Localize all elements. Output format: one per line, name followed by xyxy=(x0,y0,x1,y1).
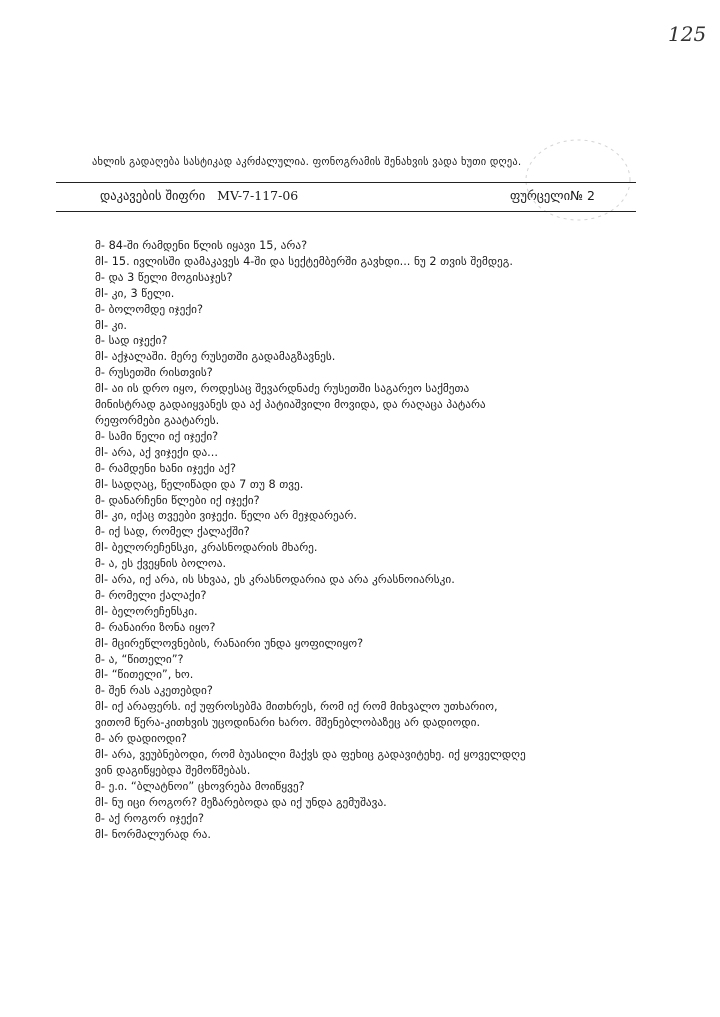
transcript-line: ვინ დაგიწყებდა შემოწმებას. xyxy=(95,763,251,777)
transcript-line: მl- არა, აქ ვიჯექი და... xyxy=(95,445,218,459)
transcript-line: მინისტრად გადაიყვანეს და აქ პატიაშვილი მოვიდა, და რაღაცა პატარა xyxy=(95,398,486,412)
transcript-line: მl- აი ის დრო იყო, როდესაც შევარდნაძე რუსეთში საგარეო საქმეთა xyxy=(95,382,470,396)
transcript-line: მ- რომელი ქალაქი? xyxy=(95,588,207,602)
transcript-line: მl- აქჯალაში. მერე რუსეთში გადამაგზავნეს. xyxy=(95,350,336,364)
transcript-line: მl- ნორმალურად რა. xyxy=(95,827,211,841)
transcript-line: მl- ბელორეჩენსკი. xyxy=(95,604,198,618)
transcript-line: მ- დანარჩენი წლები იქ იჯექი? xyxy=(95,493,260,507)
transcript-line: მl- არა, ვეუბნებოდი, რომ ბუასილი მაქვს და ფეხიც გადავიტეხე. იქ ყოველდღე xyxy=(95,748,526,761)
transcript-line: მ- ე.ი. “ბლატნოი” ცხოვრება მოიწყვე? xyxy=(95,779,305,793)
transcript-line: მ- სად იჯექი? xyxy=(95,334,168,348)
document-code-line xyxy=(100,188,298,203)
transcript-line: მl- კი, 3 წელი. xyxy=(95,286,175,300)
header-bottom-divider xyxy=(56,211,636,212)
transcript-line: მl- არა, იქ არა, ის სხვაა, ეს კრასნოდარია და არა კრასნოიარსკი. xyxy=(95,573,455,587)
transcript-line: მl- კი. xyxy=(95,318,127,332)
transcript-line: მ- იქ სად, რომელ ქალაქში? xyxy=(95,525,250,539)
sheet-number: ფურცელი№ 2 xyxy=(510,188,595,203)
transcript-line: მ- ბოლომდე იჯექი? xyxy=(95,302,204,316)
header-top-divider xyxy=(56,182,636,183)
transcript-line: ვითომ წერა-კითხვის უცოდინარი ხარო. მშენებლობაზეც არ დადიოდი. xyxy=(95,716,481,730)
transcript-line: მ- რამდენი ხანი იჯექი აქ? xyxy=(95,461,236,475)
faded-stamp-mark xyxy=(508,110,638,230)
transcript-line: მ- ა, ეს ქვეყნის ბოლოა. xyxy=(95,557,227,571)
transcript-line: მl- სადღაც, წელიწადი და 7 თუ 8 თვე. xyxy=(95,477,304,491)
transcript-line: მ- და 3 წელი მოგისაჯეს? xyxy=(95,270,233,284)
transcript-line: მ- 84-ში რამდენი წლის იყავი 15, არა? xyxy=(95,239,308,252)
header-warning-note: ახლის გადაღება სასტიკად აკრძალულია. ფონოგრამის შენახვის ვადა ხუთი დღეა. xyxy=(92,156,522,168)
interview-transcript xyxy=(95,238,655,842)
transcript-line: მl- 15. ივლისში დამაკავეს 4-ში და სექტემბერში გავხდი... ნუ 2 თვის შემდეგ. xyxy=(95,254,513,268)
transcript-line: მ- სამი წელი იქ იჯექი? xyxy=(95,429,219,443)
transcript-line: მ- რუსეთში რისთვის? xyxy=(95,366,213,380)
transcript-line: მ- აქ როგორ იჯექი? xyxy=(95,811,204,825)
transcript-line: მl- მცირეწლოვნების, რანაირი უნდა ყოფილიყო? xyxy=(95,636,364,650)
transcript-line: მ- არ დადიოდი? xyxy=(95,732,187,746)
transcript-line: მl- “წითელი”, ხო. xyxy=(95,668,194,682)
transcript-line: მ- შენ რას აკეთებდი? xyxy=(95,684,213,698)
document-code-label: დაკავების შიფრი xyxy=(100,188,206,203)
transcript-line: მl- ნუ იცი როგორ? მეზარებოდა და იქ უნდა გემუშავა. xyxy=(95,795,387,809)
transcript-line: მl- ბელორეჩენსკი, კრასნოდარის მხარე. xyxy=(95,541,318,555)
transcript-line: რეფორმები გაატარეს. xyxy=(95,413,220,427)
page-number: 125 xyxy=(668,22,707,46)
transcript-line: მl- კი, იქაც თვეები ვიჯექი. წელი არ მეჯდარეარ. xyxy=(95,509,358,523)
transcript-line: მ- რანაირი ზონა იყო? xyxy=(95,620,216,634)
document-code-value: MV-7-117-06 xyxy=(217,188,299,203)
transcript-line: მl- იქ არაფერს. იქ უფროსებმა მითხრეს, რომ იქ რომ მიხვალო უთხარიო, xyxy=(95,700,498,714)
transcript-line: მ- ა, “წითელი”? xyxy=(95,652,184,666)
